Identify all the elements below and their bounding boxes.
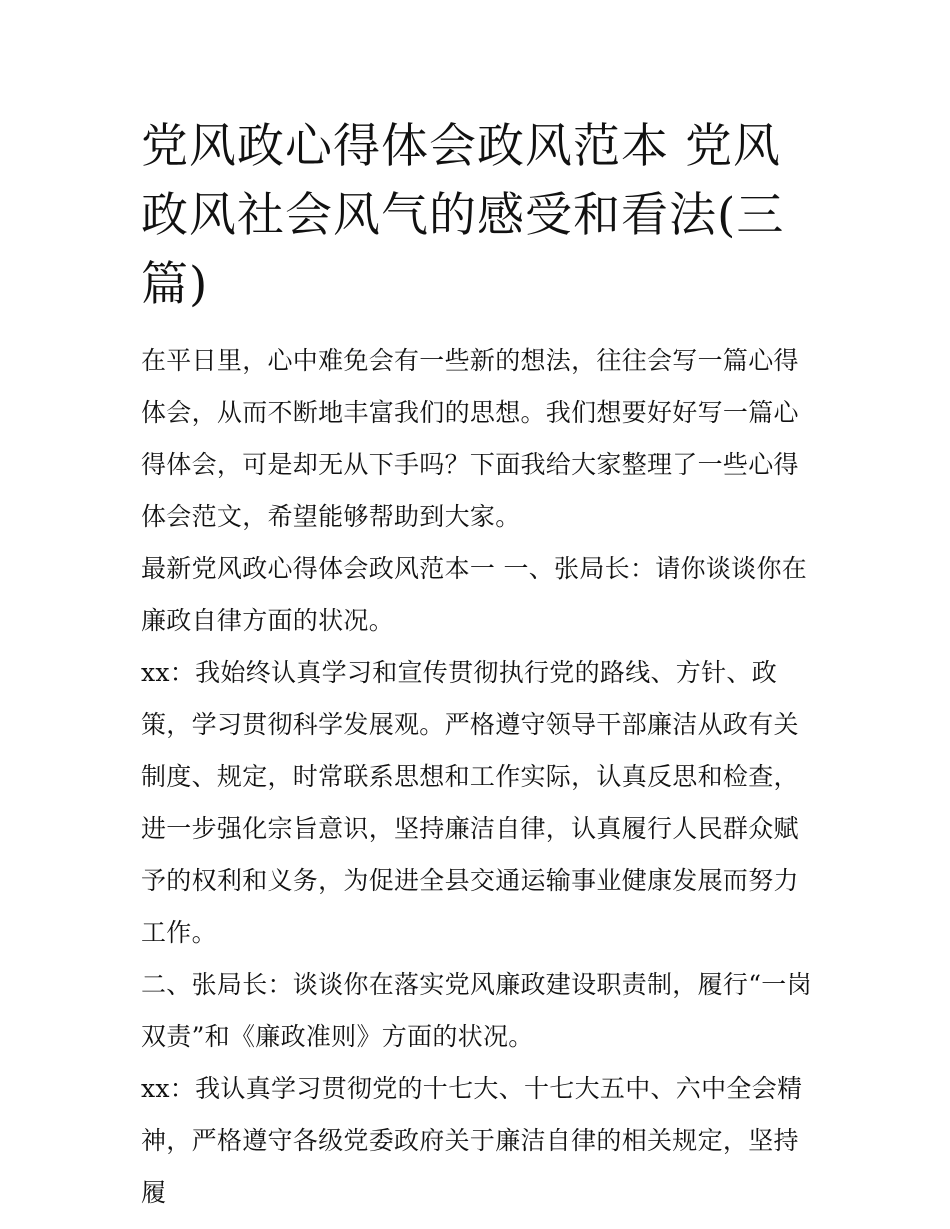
document-title: 党风政心得体会政风范本 党风政风社会风气的感受和看法(三篇)	[141, 119, 785, 312]
document-content	[141, 112, 821, 1219]
intro-paragraph: 在平日里，心中难免会有一些新的想法，往往会写一篇心得体会，从而不断地丰富我们的思想。我们想要好好写一篇心得体会，可是却无从下手吗？下面我给大家整理了一些心得体会范文，希望能够帮助到大家。	[141, 346, 799, 531]
answer-two-paragraph: xx：我认真学习贯彻党的十七大、十七大五中、六中全会精神，严格遵守各级党委政府关于廉洁自律的相关规定，坚持履	[141, 1074, 803, 1207]
answer-one-paragraph: xx：我始终认真学习和宣传贯彻执行党的路线、方针、政策，学习贯彻科学发展观。严格遵守领导干部廉洁从政有关制度、规定，时常联系思想和工作实际，认真反思和检查，进一步强化宗旨意识，坚持廉洁自律，认真履行人民群众赋予的权利和义务，为促进全县交通运输事业健康发展而努力工作。	[141, 658, 799, 947]
question-two-paragraph: 二、张局长：谈谈你在落实党风廉政建设职责制，履行“一岗双责”和《廉政准则》方面的状况。	[141, 970, 812, 1051]
document-body	[141, 335, 821, 1219]
question-one-paragraph: 最新党风政心得体会政风范本一 一、张局长：请你谈谈你在廉政自律方面的状况。	[141, 554, 808, 635]
